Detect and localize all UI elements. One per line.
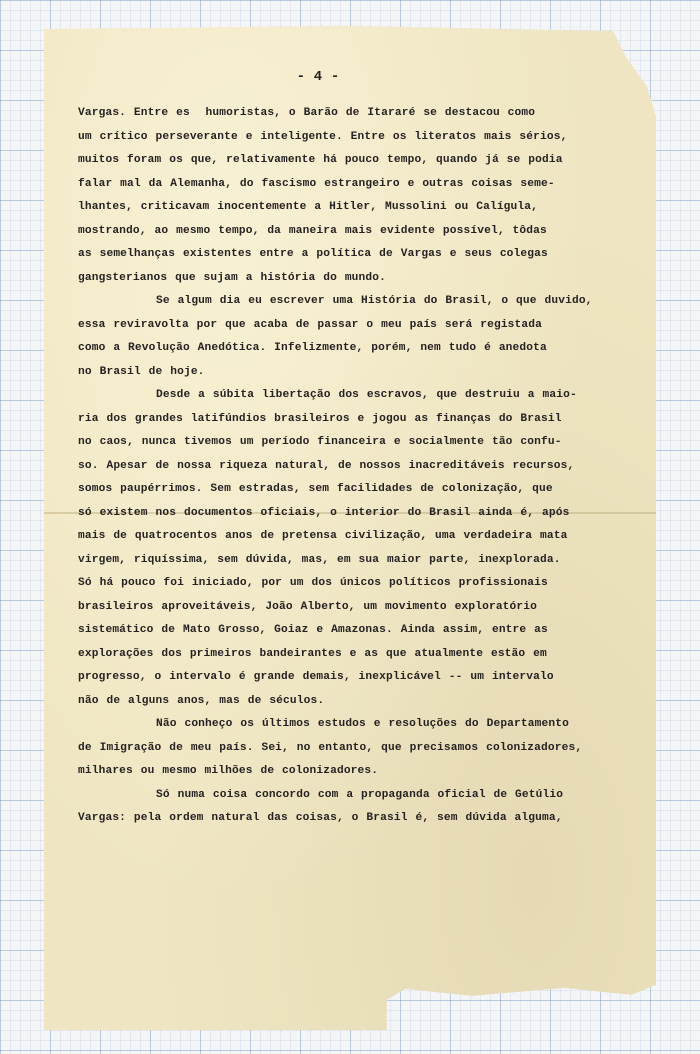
text-line	[78, 408, 656, 432]
text-line	[78, 455, 656, 479]
line-text: Vargas. Entre es humoristas, o Barão de Itararé se destacou como	[78, 107, 536, 119]
line-text: não de alguns anos, mas de séculos.	[78, 694, 325, 707]
text-line	[78, 149, 656, 173]
text-line	[78, 784, 656, 808]
line-text: essa reviravolta por que acaba de passar o meu país será registada	[78, 318, 542, 331]
line-text: Não conheço os últimos estudos e resoluções do Departamento	[156, 718, 569, 730]
line-text: falar mal da Alemanha, do fascismo estrangeiro e outras coisas seme-	[78, 177, 555, 190]
text-line	[78, 243, 656, 267]
text-line	[78, 314, 656, 338]
line-text: sistemático de Mato Grosso, Goiaz e Amazonas. Ainda assim, entre as	[78, 624, 548, 636]
document-body	[78, 70, 656, 831]
text-line	[78, 361, 656, 385]
line-text: um crítico perseverante e inteligente. Entre os literatos mais sérios,	[78, 130, 568, 143]
text-line	[78, 737, 656, 761]
line-text: Se algum dia eu escrever uma História do Brasil, o que duvido,	[156, 295, 593, 307]
line-text: brasileiros aproveitáveis, João Alberto, um movimento exploratório	[78, 600, 537, 613]
page-number: - 4 -	[296, 69, 340, 85]
text-line	[78, 102, 656, 126]
line-text: explorações dos primeiros bandeirantes e as que atualmente estão em	[78, 647, 547, 660]
line-text: muitos foram os que, relativamente há pouco tempo, quando já se podia	[78, 154, 563, 166]
text-line	[78, 549, 656, 573]
line-text: no Brasil de hoje.	[78, 365, 205, 378]
text-line	[78, 384, 656, 408]
line-text: ria dos grandes latifúndios brasileiros e jogou as finanças do Brasil	[78, 412, 562, 425]
text-line	[78, 337, 656, 361]
text-line	[78, 173, 656, 197]
paragraph-lines	[78, 102, 656, 831]
line-text: Só há pouco foi iniciado, por um dos únicos políticos profissionais	[78, 577, 548, 589]
line-text: virgem, riquíssima, sem dúvida, mas, em sua maior parte, inexplorada.	[78, 553, 561, 566]
line-text: Vargas: pela ordem natural das coisas, o Brasil é, sem dúvida alguma,	[78, 812, 563, 824]
line-text: mostrando, ao mesmo tempo, da maneira mais evidente possível, tôdas	[78, 224, 547, 237]
text-line	[78, 525, 656, 549]
text-line	[78, 596, 656, 620]
line-text: lhantes, criticavam inocentemente a Hitler, Mussolini ou Calígula,	[78, 201, 538, 213]
text-line	[78, 290, 656, 314]
text-line	[78, 196, 656, 220]
line-text: como a Revolução Anedótica. Infelizmente, porém, nem tudo é anedota	[78, 342, 547, 354]
line-text: so. Apesar de nossa riqueza natural, de nossos inacreditáveis recursos,	[78, 459, 575, 472]
text-line	[78, 619, 656, 643]
line-text: mais de quatrocentos anos de pretensa civilização, uma verdadeira mata	[78, 530, 568, 542]
text-line	[78, 760, 656, 784]
line-text: as semelhanças existentes entre a política de Vargas e seus colegas	[78, 248, 548, 260]
line-text: no caos, nunca tivemos um período financeira e socialmente tão confu-	[78, 436, 562, 448]
text-line	[78, 126, 656, 150]
line-text: Só numa coisa concordo com a propaganda oficial de Getúlio	[156, 788, 564, 801]
text-line	[78, 267, 656, 291]
line-text: só existem nos documentos oficiais, o interior do Brasil ainda é, após	[78, 506, 570, 519]
text-line	[78, 713, 656, 737]
line-text: milhares ou mesmo milhões de colonizadores.	[78, 765, 379, 777]
text-line	[78, 502, 656, 526]
text-line	[78, 478, 656, 502]
text-line	[78, 431, 656, 455]
line-text: Desde a súbita libertação dos escravos, que destruiu a maio-	[156, 389, 577, 401]
text-line	[78, 690, 656, 714]
text-line	[78, 220, 656, 244]
line-text: de Imigração de meu país. Sei, no entanto, que precisamos colonizadores,	[78, 741, 583, 754]
line-text: progresso, o intervalo é grande demais, inexplicável -- um intervalo	[78, 671, 554, 683]
line-text: gangsterianos que sujam a história do mundo.	[78, 271, 386, 284]
text-line	[78, 666, 656, 690]
text-line	[78, 572, 656, 596]
line-text: somos paupérrimos. Sem estradas, sem facilidades de colonização, que	[78, 483, 553, 495]
text-line	[78, 807, 656, 831]
text-line	[78, 643, 656, 667]
